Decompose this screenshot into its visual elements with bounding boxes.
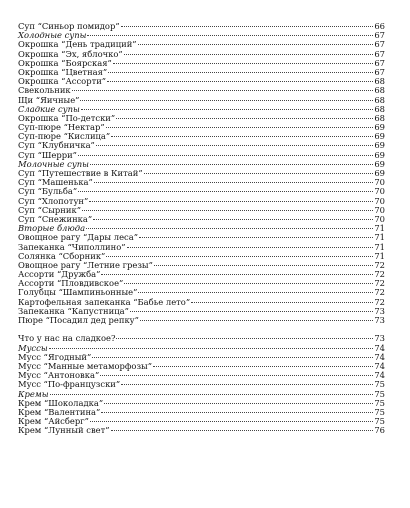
toc-entry-title: Суп “Машенька” [18,177,93,188]
dot-leader [191,302,373,303]
toc-page-number: 70 [374,186,385,197]
toc-page-number: 73 [374,305,385,316]
toc-entry [18,426,385,435]
dot-leader [108,72,373,73]
toc-entry [18,334,385,343]
toc-entry-title: Суп “Клубничка” [18,140,95,151]
toc-entry-title: Овощное рагу “Дары леса” [18,232,138,243]
dot-leader [93,219,373,220]
toc-page-number: 67 [374,48,385,59]
dot-leader [138,44,373,45]
toc-entry-title: Свекольник [18,85,71,96]
toc-entry-title: Окрошка “По-детски” [18,112,116,123]
dot-leader [106,256,373,257]
toc-page-number: 71 [374,223,385,234]
toc-entry-title: Щи “Яичные” [18,94,80,105]
toc-entry-title: Суп “Снежинка” [18,213,93,224]
toc-page-number: 67 [374,66,385,77]
toc-entry-title: Крем “Валентина” [18,406,101,417]
toc-page-number: 68 [374,94,385,105]
dot-leader [81,109,373,110]
toc-entry-title: Пюре “Посадил дед репку” [18,315,139,325]
dot-leader [154,265,373,266]
toc-entry-title: Окрошка “Боярская” [18,57,112,68]
toc-entry-title: Суп-пюре “Нектар” [18,122,105,133]
toc-page-number: 69 [374,168,385,178]
toc-entry-title: Муссы [18,342,48,353]
toc-page-number: 67 [374,39,385,50]
dot-leader [111,136,373,137]
toc-entry-title: Суп-пюре “Кислица” [18,131,111,142]
dot-leader [101,412,373,413]
toc-entry-title: Солянка “Сборник” [18,250,106,261]
dot-leader [116,338,373,339]
toc-page-number: 74 [374,351,385,362]
dot-leader [86,228,373,229]
dot-leader [100,375,373,376]
toc-entry-title: Мусс “По-французски” [18,379,121,390]
dot-leader [104,403,373,404]
dot-leader [92,357,373,358]
toc-page-number: 72 [374,278,385,289]
toc-page-number: 69 [374,149,385,160]
toc-page-number: 75 [374,397,385,408]
toc-entry-title: Кремы [18,388,49,399]
toc-entry-title: Суп “Шерри” [18,149,77,160]
dot-leader [72,90,373,91]
toc-page-number: 70 [374,177,385,188]
dot-leader [80,100,373,101]
toc-entry-title: Суп “Хлопотун” [18,195,89,206]
toc-page-number: 68 [374,76,385,87]
dot-leader [78,191,373,192]
dot-leader [78,155,373,156]
dot-leader [101,274,373,275]
dot-leader [107,81,373,82]
toc-page-number: 75 [374,388,385,399]
dot-leader [111,430,373,431]
toc-entry-title: Вторые блюда [18,223,86,234]
toc-page-number: 74 [374,370,385,381]
toc-entry-title: Суп “Сырник” [18,204,81,215]
toc-page-number: 75 [374,416,385,427]
toc-page-number: 72 [374,287,385,298]
toc-page-number: 74 [374,342,385,353]
dot-leader [121,384,373,385]
toc-page-number: 74 [374,360,385,371]
dot-leader [124,54,373,55]
toc-page-number: 69 [374,131,385,142]
dot-leader [82,210,373,211]
dot-leader [89,201,373,202]
toc-entry-title: Окрошка “Эх, яблочко” [18,48,123,59]
toc-entry-title: Суп “Бульба” [18,186,78,197]
dot-leader [90,164,373,165]
dot-leader [140,320,373,321]
toc-entry-title: Сладкие супы [18,103,80,114]
toc-page-number: 76 [374,425,385,436]
toc-entry-title: Крем “Айсберг” [18,416,89,427]
dot-leader [124,283,373,284]
toc-page-number: 72 [374,269,385,280]
dot-leader [130,311,373,312]
toc-entry-title: Крем “Шоколадка” [18,397,104,408]
toc-page-number: 71 [374,232,385,243]
table-of-contents [18,22,385,435]
toc-page-number: 68 [374,85,385,96]
toc-page-number: 71 [374,250,385,261]
toc-entry-title: Крем “Лунный свет” [18,425,110,436]
toc-page-number: 67 [374,30,385,41]
toc-page-number: 66 [374,21,385,31]
toc-page-number: 68 [374,103,385,114]
toc-entry-title: Мусс “Манные метаморфозы” [18,360,152,371]
toc-page-number: 73 [374,315,385,325]
dot-leader [127,247,373,248]
toc-entry-title: Ассорти “Пловдивское” [18,278,124,289]
dot-leader [49,348,373,349]
toc-entry-title: Голубцы “Шампиньонные” [18,287,138,298]
toc-entry-title: Окрошка “Ассорти” [18,76,107,87]
toc-page-number: 72 [374,259,385,270]
dot-leader [87,35,373,36]
toc-page-number: 72 [374,296,385,307]
toc-page-number: 70 [374,204,385,215]
dot-leader [96,145,373,146]
toc-entry-title: Что у нас на сладкое? [18,333,116,344]
toc-entry-title: Суп “Синьор помидор” [18,21,120,31]
toc-page-number: 71 [374,241,385,252]
toc-entry-title: Холодные супы [18,30,87,41]
dot-leader [90,421,373,422]
toc-page-number: 69 [374,140,385,151]
toc-entry-title: Окрошка “Цветная” [18,66,108,77]
toc-page-number: 69 [374,158,385,169]
toc-page-number: 68 [374,112,385,123]
toc-entry [18,380,385,389]
toc-page-number: 67 [374,57,385,68]
toc-entry-title: Запеканка “Капустница” [18,305,129,316]
toc-page-number: 73 [374,333,385,344]
toc-entry-title: Овощное рагу “Летние грезы” [18,259,153,270]
toc-page-number: 75 [374,406,385,417]
dot-leader [139,237,373,238]
dot-leader [138,292,373,293]
toc-page-number: 69 [374,122,385,133]
toc-page-number: 75 [374,379,385,390]
dot-leader [113,63,373,64]
dot-leader [106,127,373,128]
toc-entry [18,316,385,325]
toc-page-number: 70 [374,213,385,224]
toc-entry-title: Суп “Путешествие в Китай” [18,168,143,178]
dot-leader [94,182,373,183]
dot-leader [50,394,373,395]
dot-leader [116,118,373,119]
dot-leader [153,366,373,367]
toc-entry-title: Запеканка “Чиполлино” [18,241,126,252]
dot-leader [144,173,373,174]
toc-entry-title: Ассорти “Дружба” [18,269,101,280]
toc-entry-title: Картофельная запеканка “Бабье лето” [18,296,191,307]
dot-leader [121,26,373,27]
toc-page-number: 70 [374,195,385,206]
toc-entry-title: Мусс “Ягодный” [18,351,92,362]
toc-entry [18,77,385,86]
toc-entry-title: Молочные супы [18,158,89,169]
toc-entry-title: Мусс “Антоновка” [18,370,100,381]
toc-entry-title: Окрошка “День традиций” [18,39,137,50]
